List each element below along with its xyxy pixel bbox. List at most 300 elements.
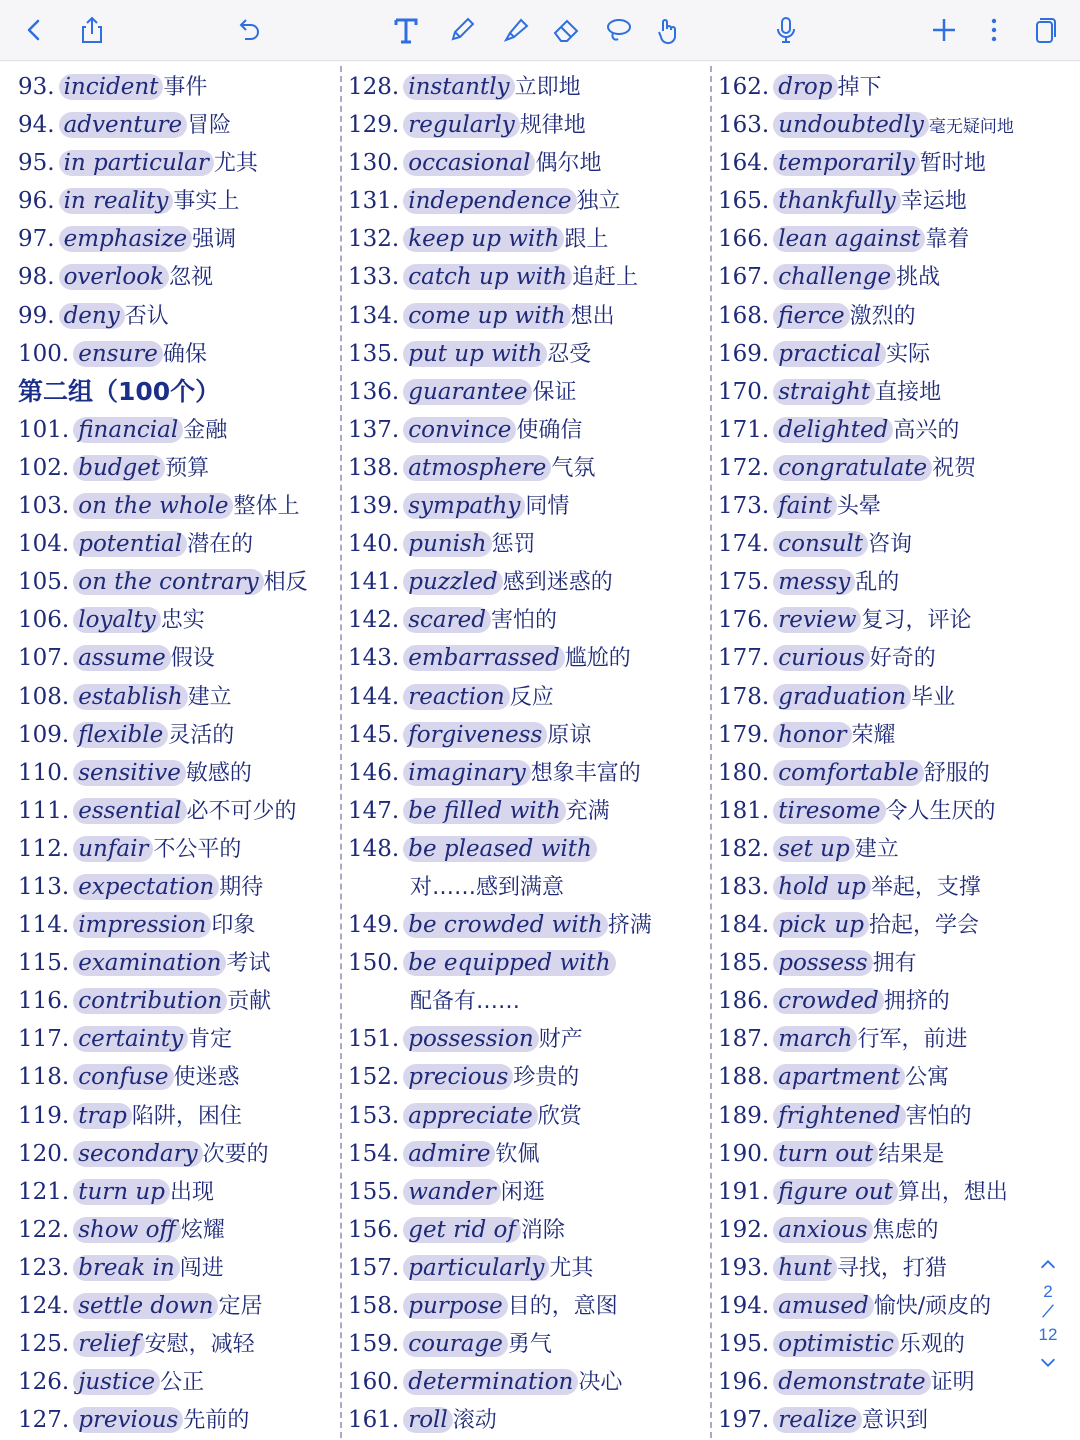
vocab-number: 146.	[348, 759, 400, 786]
vocab-word: delighted	[773, 417, 893, 443]
column-divider	[340, 66, 342, 1438]
vocab-number: 99.	[18, 302, 55, 329]
vocab-entry	[718, 1287, 1070, 1325]
share-icon[interactable]	[70, 8, 114, 52]
vocab-entry	[718, 906, 1070, 944]
more-icon[interactable]	[972, 8, 1016, 52]
vocab-entry	[718, 411, 1070, 449]
vocab-word: possession	[403, 1026, 538, 1052]
vocab-number: 104.	[18, 531, 70, 558]
vocab-entry	[718, 1325, 1070, 1363]
vocab-entry	[348, 68, 698, 106]
vocab-entry	[348, 373, 698, 411]
vocab-number: 123.	[18, 1254, 70, 1281]
vocab-number: 127.	[18, 1407, 70, 1434]
vocab-entry	[18, 1249, 334, 1287]
vocab-word: punish	[403, 531, 491, 557]
vocab-number: 155.	[348, 1178, 400, 1205]
vocab-number: 144.	[348, 683, 400, 710]
vocab-number: 137.	[348, 416, 400, 443]
vocab-meaning: 激烈的	[849, 303, 916, 329]
vocab-word: realize	[773, 1407, 862, 1433]
vocab-entry	[348, 792, 698, 830]
vocab-number: 126.	[18, 1369, 70, 1396]
vocab-meaning: 假设	[170, 646, 215, 672]
vocab-meaning: 尤其	[213, 151, 258, 177]
vocab-meaning: 意识到	[861, 1408, 928, 1434]
vocab-entry	[348, 1058, 698, 1096]
vocab-word: be pleased with	[403, 836, 597, 862]
vocab-number: 106.	[18, 607, 70, 634]
vocab-entry	[348, 258, 698, 296]
microphone-icon[interactable]	[764, 8, 808, 52]
vocab-number: 175.	[718, 569, 770, 596]
vocab-word: on the whole	[73, 493, 233, 519]
vocab-meaning: 确保	[162, 341, 207, 367]
vocab-meaning: 立即地	[514, 75, 581, 100]
page-indicator	[1024, 1248, 1072, 1408]
vocab-entry	[18, 1401, 334, 1439]
vocab-number: 151.	[348, 1026, 400, 1053]
vocab-meaning: 感到迷惑的	[502, 570, 613, 596]
vocab-entry	[718, 601, 1070, 639]
vocab-entry	[348, 716, 698, 754]
vocab-entry	[18, 1020, 334, 1058]
vocab-number: 131.	[348, 188, 400, 215]
vocab-meaning: 配备有……	[410, 989, 521, 1015]
vocab-word: contribution	[73, 988, 227, 1014]
pen-icon[interactable]	[440, 8, 484, 52]
vocab-meaning: 掉下	[837, 75, 882, 100]
vocab-entry	[18, 144, 334, 182]
vocab-word: puzzled	[403, 569, 502, 595]
vocab-entry	[718, 487, 1070, 525]
vocab-word: admire	[403, 1141, 495, 1167]
vocab-word: undoubtedly	[773, 112, 929, 138]
add-icon[interactable]	[922, 8, 966, 52]
vocab-column-3	[718, 68, 1070, 1436]
vocab-word: show off	[73, 1217, 181, 1243]
vocab-number: 97.	[18, 226, 55, 253]
vocab-meaning: 尴尬的	[564, 646, 631, 672]
vocab-meaning: 潜在的	[187, 532, 254, 558]
vocab-number: 108.	[18, 683, 70, 710]
vocab-meaning: 算出，想出	[897, 1179, 1008, 1205]
vocab-number: 180.	[718, 759, 770, 786]
vocab-number: 98.	[18, 264, 55, 291]
vocab-entry	[348, 487, 698, 525]
vocab-number: 154.	[348, 1140, 400, 1167]
pages-icon[interactable]	[1022, 8, 1066, 52]
vocab-word: particularly	[403, 1255, 549, 1281]
vocab-word: put up with	[403, 341, 547, 367]
vocab-word: frightened	[773, 1103, 905, 1129]
vocab-number: 192.	[718, 1216, 770, 1243]
vocab-meaning: 目的，意图	[507, 1294, 618, 1319]
vocab-number: 115.	[18, 950, 70, 977]
vocab-meaning: 珍贵的	[513, 1065, 580, 1091]
vocab-meaning: 决心	[578, 1370, 623, 1396]
vocab-number: 129.	[348, 112, 400, 139]
vocab-number: 110.	[18, 759, 70, 786]
vocab-entry	[718, 1097, 1070, 1135]
vocab-word: expectation	[73, 874, 219, 900]
vocab-number: 103.	[18, 493, 70, 520]
vocab-number: 102.	[18, 454, 70, 481]
vocab-word: adventure	[59, 112, 188, 138]
vocab-entry	[348, 144, 698, 182]
toolbar	[0, 0, 1080, 61]
note-page[interactable]	[0, 62, 1080, 1440]
current-page: 2	[1043, 1282, 1053, 1301]
vocab-word: pick up	[773, 912, 869, 938]
vocab-number: 163.	[718, 112, 770, 139]
group-heading-text: 第二组（100个）	[18, 376, 221, 406]
vocab-number: 181.	[718, 797, 770, 824]
vocab-number: 132.	[348, 226, 400, 253]
vocab-word: embarrassed	[403, 645, 565, 671]
vocab-entry	[348, 335, 698, 373]
vocab-meaning: 跟上	[564, 227, 609, 253]
page-up-icon[interactable]	[1024, 1248, 1072, 1282]
vocab-word: faint	[773, 493, 837, 519]
vocab-meaning: 想象丰富的	[530, 760, 641, 786]
vocab-word: instantly	[403, 74, 514, 100]
vocab-entry	[18, 297, 334, 335]
vocab-entry	[348, 1325, 698, 1363]
vocab-meaning: 规律地	[519, 113, 586, 139]
vocab-entry	[718, 1401, 1070, 1439]
vocab-word: certainty	[73, 1026, 188, 1052]
vocab-meaning: 忍受	[547, 341, 592, 367]
vocab-number: 105.	[18, 569, 70, 596]
vocab-number: 96.	[18, 188, 55, 215]
vocab-word: secondary	[73, 1141, 202, 1167]
vocab-number: 138.	[348, 454, 400, 481]
vocab-number: 122.	[18, 1216, 70, 1243]
vocab-number: 164.	[718, 150, 770, 177]
vocab-entry	[718, 144, 1070, 182]
vocab-number: 139.	[348, 493, 400, 520]
vocab-word: turn up	[73, 1179, 170, 1205]
vocab-entry	[348, 944, 698, 982]
vocab-number: 101.	[18, 416, 70, 443]
vocab-meaning: 暂时地	[919, 151, 986, 177]
vocab-word: wander	[403, 1179, 501, 1205]
vocab-number: 161.	[348, 1407, 400, 1434]
lasso-icon[interactable]	[596, 8, 640, 52]
vocab-entry	[18, 182, 334, 220]
vocab-number: 118.	[18, 1064, 70, 1091]
vocab-word: come up with	[403, 303, 570, 329]
vocab-word: justice	[73, 1369, 160, 1395]
vocab-word: march	[773, 1026, 857, 1052]
vocab-entry	[18, 792, 334, 830]
vocab-word: messy	[773, 569, 855, 595]
vocab-entry	[718, 106, 1070, 144]
vocab-meaning: 次要的	[202, 1141, 269, 1167]
vocab-entry	[718, 297, 1070, 335]
vocab-meaning: 气氛	[551, 455, 596, 481]
vocab-meaning: 敏感的	[185, 760, 252, 786]
vocab-meaning: 头晕	[836, 494, 881, 520]
vocab-number: 170.	[718, 378, 770, 405]
vocab-entry	[348, 1173, 698, 1211]
vocab-entry	[348, 754, 698, 792]
vocab-entry	[718, 716, 1070, 754]
vocab-number: 128.	[348, 74, 400, 100]
vocab-entry	[348, 220, 698, 258]
vocab-word: purpose	[403, 1293, 508, 1319]
vocab-entry	[718, 68, 1070, 106]
vocab-word: consult	[773, 531, 868, 557]
vocab-entry	[348, 678, 698, 716]
vocab-number: 114.	[18, 912, 70, 939]
vocab-number: 159.	[348, 1331, 400, 1358]
vocab-meaning: 否认	[124, 303, 169, 329]
vocab-entry	[718, 1058, 1070, 1096]
vocab-word: budget	[73, 455, 165, 481]
vocab-meaning: 对……感到满意	[410, 874, 565, 900]
vocab-entry	[18, 830, 334, 868]
vocab-meaning: 拾起，学会	[868, 913, 979, 939]
vocab-number: 168.	[718, 302, 770, 329]
back-chevron-icon[interactable]	[12, 8, 56, 52]
vocab-meaning: 挑战	[896, 265, 941, 291]
vocab-entry	[348, 563, 698, 601]
vocab-number: 119.	[18, 1102, 70, 1129]
vocab-number: 195.	[718, 1331, 770, 1358]
vocab-word: temporarily	[773, 150, 920, 176]
vocab-number: 166.	[718, 226, 770, 253]
vocab-word: curious	[773, 645, 870, 671]
vocab-number: 95.	[18, 150, 55, 177]
vocab-word: practical	[773, 341, 886, 367]
vocab-entry	[18, 1325, 334, 1363]
vocab-entry	[18, 906, 334, 944]
vocab-word: lean against	[773, 226, 925, 252]
vocab-word: fierce	[773, 303, 849, 329]
vocab-entry	[18, 411, 334, 449]
vocab-entry	[18, 1135, 334, 1173]
vocab-word: confuse	[73, 1064, 173, 1090]
vocab-meaning: 高兴的	[893, 417, 960, 443]
vocab-number: 120.	[18, 1140, 70, 1167]
vocab-entry	[348, 1363, 698, 1401]
vocab-number: 135.	[348, 340, 400, 367]
vocab-entry	[348, 106, 698, 144]
vocab-number: 167.	[718, 264, 770, 291]
vocab-word: overlook	[59, 264, 169, 290]
vocab-word: settle down	[73, 1293, 218, 1319]
vocab-word: tiresome	[773, 798, 885, 824]
vocab-entry	[718, 182, 1070, 220]
vocab-meaning: 想出	[570, 303, 615, 329]
vocab-meaning: 事实上	[173, 189, 240, 215]
vocab-word: apartment	[773, 1064, 905, 1090]
vocab-entry	[18, 716, 334, 754]
vocab-meaning: 不公平的	[153, 836, 242, 862]
vocab-number: 133.	[348, 264, 400, 291]
vocab-number: 172.	[718, 454, 770, 481]
vocab-number: 141.	[348, 569, 400, 596]
vocab-word: congratulate	[773, 455, 932, 481]
vocab-meaning: 追赶上	[572, 265, 639, 291]
vocab-word: drop	[773, 74, 837, 100]
vocab-word: flexible	[73, 722, 168, 748]
vocab-entry	[718, 258, 1070, 296]
vocab-number: 194.	[718, 1293, 770, 1319]
vocab-meaning: 安慰，减轻	[144, 1332, 255, 1358]
vocab-word: forgiveness	[403, 722, 547, 748]
vocab-number: 193.	[718, 1254, 770, 1281]
vocab-meaning: 举起，支撑	[870, 874, 981, 900]
vocab-number: 142.	[348, 607, 400, 634]
vocab-word: thankfully	[773, 188, 901, 214]
vocab-meaning: 冒险	[187, 113, 232, 139]
vocab-meaning: 乱的	[855, 570, 900, 596]
vocab-number: 145.	[348, 721, 400, 748]
vocab-number: 116.	[18, 988, 70, 1015]
vocab-meaning: 直接地	[875, 379, 942, 405]
vocab-meaning: 祝贺	[932, 455, 977, 481]
vocab-meaning: 公正	[160, 1370, 205, 1396]
vocab-word: crowded	[773, 988, 883, 1014]
vocab-meaning: 拥有	[872, 951, 917, 977]
vocab-number: 149.	[348, 912, 400, 939]
vocab-number: 93.	[18, 74, 55, 100]
vocab-word: figure out	[773, 1179, 898, 1205]
text-tool-icon[interactable]	[384, 8, 428, 52]
vocab-number: 158.	[348, 1293, 400, 1319]
vocab-meaning: 偶尔地	[535, 151, 602, 177]
vocab-word: demonstrate	[773, 1369, 930, 1395]
vocab-meaning: 咨询	[867, 532, 912, 558]
vocab-number: 173.	[718, 493, 770, 520]
vocab-meaning: 使迷惑	[173, 1065, 240, 1091]
vocab-meaning: 滚动	[452, 1408, 497, 1434]
vocab-number: 183.	[718, 873, 770, 900]
vocab-number: 191.	[718, 1178, 770, 1205]
vocab-word: imaginary	[403, 760, 530, 786]
vocab-meaning: 毫无疑问地	[928, 117, 1014, 138]
vocab-word: previous	[73, 1407, 183, 1433]
vocab-meaning: 预算	[165, 455, 210, 481]
page-down-icon[interactable]	[1024, 1345, 1072, 1379]
vocab-meaning: 靠着	[925, 227, 970, 253]
vocab-meaning: 炫耀	[180, 1217, 225, 1243]
vocab-meaning: 拥挤的	[883, 989, 950, 1015]
vocab-number: 165.	[718, 188, 770, 215]
vocab-number: 187.	[718, 1026, 770, 1053]
vocab-word: catch up with	[403, 264, 572, 290]
vocab-word: get rid of	[403, 1217, 521, 1243]
highlighter-icon[interactable]	[494, 8, 538, 52]
vocab-word: incident	[59, 74, 164, 100]
vocab-meaning: 定居	[218, 1294, 263, 1319]
vocab-entry	[718, 220, 1070, 258]
hand-touch-icon[interactable]	[646, 8, 690, 52]
vocab-word: be filled with	[403, 798, 565, 824]
vocab-word: trap	[73, 1103, 132, 1129]
vocab-column-1	[18, 68, 334, 1436]
vocab-number: 124.	[18, 1293, 70, 1319]
vocab-number: 117.	[18, 1026, 70, 1053]
vocab-meaning: 强调	[192, 227, 237, 253]
vocab-word: precious	[403, 1064, 513, 1090]
vocab-entry	[718, 982, 1070, 1020]
vocab-number: 109.	[18, 721, 70, 748]
vocab-entry	[348, 525, 698, 563]
vocab-entry	[348, 906, 698, 944]
vocab-meaning: 消除	[520, 1217, 565, 1243]
vocab-meaning: 寻找，打猎	[836, 1255, 947, 1281]
vocab-entry	[18, 601, 334, 639]
undo-icon[interactable]	[226, 8, 270, 52]
vocab-entry	[18, 487, 334, 525]
vocab-continuation	[348, 868, 698, 906]
vocab-word: anxious	[773, 1217, 872, 1243]
vocab-meaning: 舒服的	[923, 760, 990, 786]
vocab-entry	[18, 449, 334, 487]
vocab-number: 130.	[348, 150, 400, 177]
vocab-entry	[718, 944, 1070, 982]
vocab-entry	[18, 1287, 334, 1325]
vocab-entry	[718, 525, 1070, 563]
vocab-entry	[718, 449, 1070, 487]
vocab-meaning: 闲逛	[500, 1179, 545, 1205]
vocab-word: guarantee	[403, 379, 532, 405]
total-pages: 12	[1038, 1325, 1058, 1344]
vocab-number: 185.	[718, 950, 770, 977]
vocab-meaning: 使确信	[516, 417, 583, 443]
vocab-entry	[18, 563, 334, 601]
vocab-word: essential	[73, 798, 186, 824]
vocab-entry	[348, 1249, 698, 1287]
eraser-icon[interactable]	[544, 8, 588, 52]
vocab-number: 188.	[718, 1064, 770, 1091]
vocab-entry	[348, 297, 698, 335]
vocab-word: scared	[403, 607, 491, 633]
vocab-entry	[348, 182, 698, 220]
vocab-meaning: 事件	[163, 75, 208, 100]
vocab-entry	[18, 944, 334, 982]
vocab-word: atmosphere	[403, 455, 551, 481]
vocab-meaning: 挤满	[607, 913, 652, 939]
vocab-meaning: 忽视	[169, 265, 214, 291]
vocab-word: ensure	[73, 341, 163, 367]
vocab-word: break in	[73, 1255, 179, 1281]
vocab-number: 150.	[348, 950, 400, 977]
vocab-entry	[18, 1173, 334, 1211]
group-heading	[18, 373, 334, 411]
vocab-meaning: 反应	[509, 684, 554, 710]
vocab-word: potential	[73, 531, 187, 557]
vocab-meaning: 先前的	[183, 1408, 250, 1434]
vocab-number: 186.	[718, 988, 770, 1015]
vocab-word: convince	[403, 417, 516, 443]
vocab-number: 156.	[348, 1216, 400, 1243]
vocab-word: be equipped with	[403, 950, 615, 976]
vocab-continuation	[348, 982, 698, 1020]
vocab-meaning: 愉快/顽皮的	[873, 1294, 992, 1319]
vocab-number: 189.	[718, 1102, 770, 1129]
vocab-word: unfair	[73, 836, 153, 862]
vocab-meaning: 毕业	[911, 684, 956, 710]
vocab-word: courage	[403, 1331, 508, 1357]
vocab-number: 184.	[718, 912, 770, 939]
vocab-word: reaction	[403, 684, 509, 710]
